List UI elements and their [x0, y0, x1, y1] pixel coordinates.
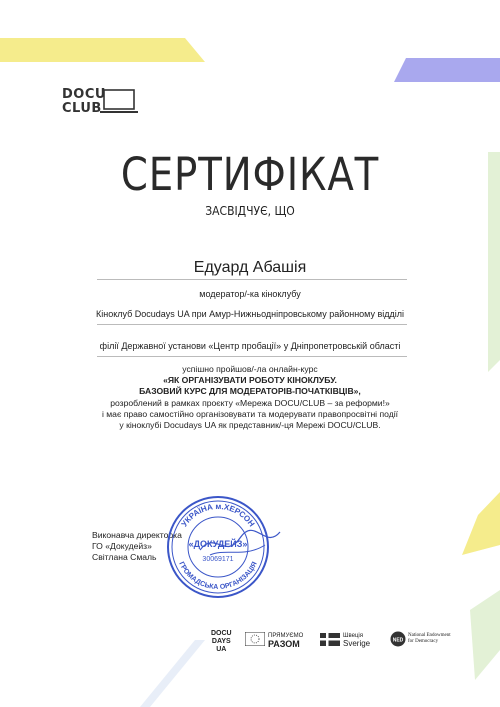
course-line5: у кіноклубі Docudays UA як представник/-ця Мережі DOCU/CLUB.	[119, 420, 381, 431]
docudays-line3: UA	[216, 646, 227, 653]
course-title-line2: БАЗОВИЙ КУРС ДЛЯ МОДЕРАТОРІВ-ПОЧАТКІВЦІВ»,	[139, 386, 361, 397]
sverige-logo	[343, 632, 370, 648]
eu-flag-icon	[245, 632, 265, 646]
ned-icon	[390, 631, 406, 647]
laptop-icon	[99, 88, 139, 116]
razom-logo	[268, 632, 303, 648]
course-line4: і має право самостійно організовувати та модерувати правопросвітні події	[101, 408, 399, 419]
role-text: модератор/-ка кіноклубу	[199, 289, 301, 299]
certificate-title: СЕРТИФІКАТ	[120, 148, 380, 201]
logo-line1: DOCU	[62, 87, 106, 102]
stamp-outer-top: УКРАЇНА м.ХЕРСОН	[179, 501, 257, 529]
signature-position: Виконавча директорка	[92, 530, 182, 540]
ned-logo	[408, 633, 451, 645]
top-right-lavender-stripe	[394, 58, 500, 82]
signature-organization: ГО «Докудейз»	[92, 541, 152, 551]
sverige-line1: Швеція	[343, 633, 363, 639]
docudays-logo	[211, 630, 232, 654]
organization-stamp	[166, 495, 270, 599]
stamp-outer-bottom: ГРОМАДСЬКА ОРГАНІЗАЦІЯ	[177, 560, 259, 592]
name-underline	[97, 279, 407, 280]
branch-line: філії Державної установи «Центр пробації» у Дніпропетровській області	[99, 341, 401, 351]
ned-abbreviation: NED	[392, 637, 404, 644]
sweden-flag-icon	[320, 633, 340, 646]
bottom-right-yellow-stripe	[462, 492, 500, 555]
docudays-line1: DOCU	[211, 630, 232, 637]
bottom-right-green-stripe	[470, 590, 500, 680]
club-underline	[97, 324, 407, 325]
stamp-code: 30069171	[202, 556, 234, 563]
logo-line2: CLUB	[62, 101, 102, 116]
stamp-center: «ДОКУДЕЙЗ»	[188, 539, 248, 549]
svg-text:ГРОМАДСЬКА ОРГАНІЗАЦІЯ	[177, 561, 258, 591]
razom-line1: ПРЯМУЄМО	[268, 633, 304, 639]
top-yellow-stripe	[0, 38, 205, 62]
razom-line2: РАЗОМ	[268, 639, 300, 649]
course-description	[0, 364, 500, 431]
ned-line1: National Endowment	[408, 633, 451, 638]
signature-name: Світлана Смаль	[92, 552, 157, 562]
certificate-subtitle: ЗАСВІДЧУЄ, ЩО	[205, 204, 295, 218]
branch-underline	[97, 356, 407, 357]
recipient-name: Едуард Абашія	[193, 259, 307, 276]
course-line3: розроблений в рамках проєкту «Мережа DOCU/CLUB – за реформи!»	[110, 397, 390, 408]
bottom-diagonal-stripe	[140, 640, 205, 707]
sverige-line2: Sverige	[343, 639, 371, 648]
course-intro: успішно пройшов/-ла онлайн-курс	[182, 364, 318, 374]
club-line: Кіноклуб Docudays UA при Амур-Нижньодніпровському районному відділі	[95, 309, 405, 319]
course-title-line1: «ЯК ОРГАНІЗУВАТИ РОБОТУ КІНОКЛУБУ.	[163, 375, 337, 386]
docudays-line2: DAYS	[211, 638, 231, 645]
ned-line2: for Democracy	[408, 639, 439, 644]
